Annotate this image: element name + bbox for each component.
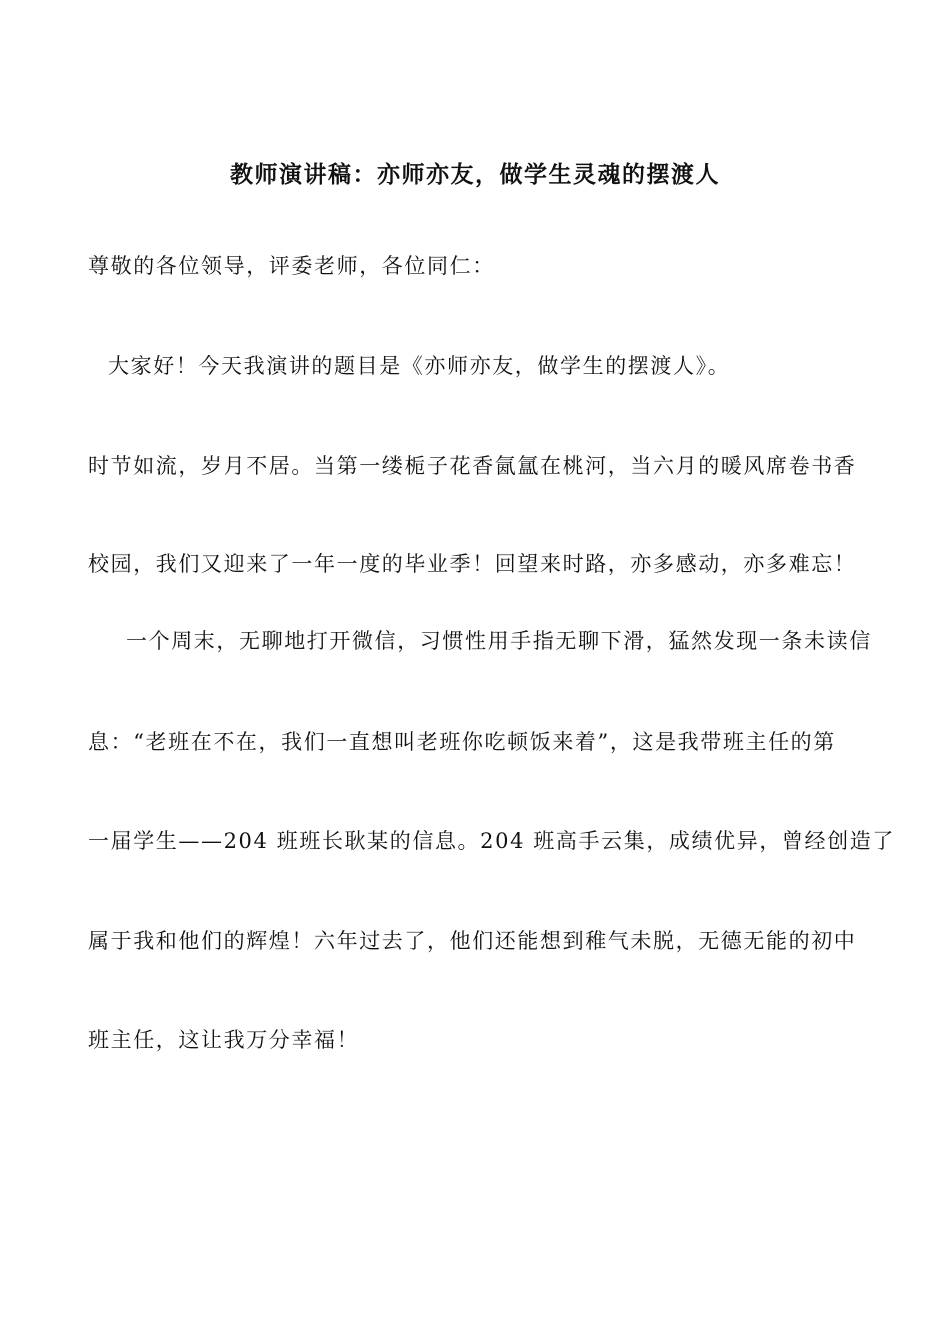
paragraph-line: 时节如流，岁月不居。当第一缕栀子花香氤氲在桃河，当六月的暖风席卷书香: [88, 454, 857, 478]
paragraph-line: 息：“老班在不在，我们一直想叫老班你吃顿饭来着”，这是我带班主任的第: [88, 730, 836, 754]
paragraph-line: 一届学生——204 班班长耿某的信息。204 班高手云集，成绩优异，曾经创造了: [88, 829, 895, 853]
paragraph-line: 校园，我们又迎来了一年一度的毕业季！回望来时路，亦多感动，亦多难忘！: [88, 552, 857, 576]
salutation: 尊敬的各位领导，评委老师，各位同仁：: [88, 254, 495, 278]
paragraph-line: 班主任，这让我万分幸福！: [88, 1028, 360, 1052]
paragraph-line: 属于我和他们的辉煌！六年过去了，他们还能想到稚气未脱，无德无能的初中: [88, 929, 857, 953]
paragraph-line: 一个周末，无聊地打开微信，习惯性用手指无聊下滑，猛然发现一条未读信: [126, 629, 872, 653]
document-title: 教师演讲稿：亦师亦友，做学生灵魂的摆渡人: [230, 161, 720, 188]
paragraph-line: 大家好！今天我演讲的题目是《亦师亦友，做学生的摆渡人》。: [108, 354, 731, 378]
